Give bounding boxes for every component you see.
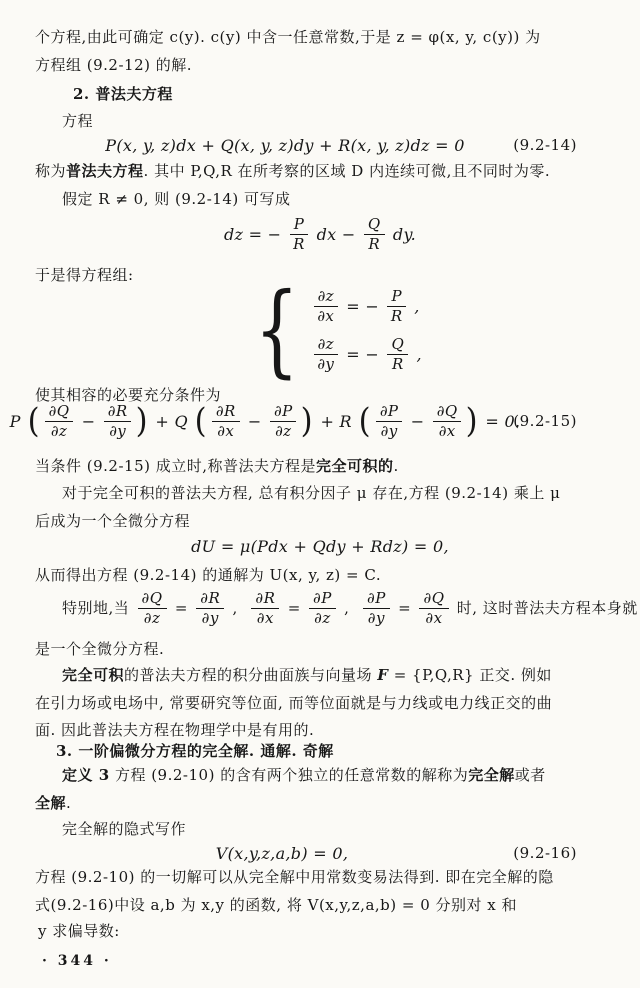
equation-body: P ( $\frac{\partial Q}{\partial z}$ − $\frac{\partial R}{\partial y}$ ) + Q ( $\frac{\partial R}{\partial x}$ − $\frac{\partial P}{\partial z}$ ) + R ( $\frac{\partial P}{\partial y}$ − $\frac{\partial Q}{\partial x}$ ) = 0. — [9, 401, 521, 441]
line-condition-intro: 使其相容的必要充分条件为 — [35, 386, 222, 404]
equation-number: (9.2-14) — [513, 136, 577, 154]
equation-body: dU = μ(Pdx + Qdy + Rdz) = 0, — [191, 536, 449, 556]
left-brace-icon: { — [254, 271, 300, 388]
equation-dU — [35, 533, 605, 559]
para-definition-line-2: 全解. — [35, 794, 72, 812]
line-assume-r: 假定 R ≠ 0, 则 (9.2-14) 可写成 — [62, 190, 291, 208]
system-row-2: $\frac{\partial z}{\partial y}$ = − $\frac{Q}{R}$ , — [311, 334, 422, 374]
equation-number: (9.2-15) — [513, 412, 577, 430]
term-completely-integrable: 完全可积的 — [316, 457, 394, 475]
para-mu-line-2: 后成为一个全微分方程 — [35, 512, 191, 530]
line-general-solution: 从而得出方程 (9.2-14) 的通解为 U(x, y, z) = C. — [35, 566, 382, 584]
intro-line-2: 方程组 (9.2-12) 的解. — [35, 56, 193, 74]
line-system-intro: 于是得方程组: — [35, 266, 134, 284]
line-called-pfaff: 称为普法夫方程. 其中 P,Q,R 在所考察的区域 D 内连续可微,且不同时为零. — [35, 162, 551, 180]
para-orthogonal-line-3: 面. 因此普法夫方程在物理学中是有用的. — [35, 721, 315, 739]
para-variation-line-1: 方程 (9.2-10) 的一切解可以从完全解中用常数变易法得到. 即在完全解的隐 — [35, 868, 554, 886]
equation-body: dz = − $\frac{P}{R}$ dx − $\frac{Q}{R}$ dy. — [223, 214, 417, 253]
line-completely-integrable: 当条件 (9.2-15) 成立时,称普法夫方程是完全可积的. — [35, 457, 399, 475]
para-orthogonal-line-1: 完全可积的普法夫方程的积分曲面族与向量场 F = {P,Q,R} 正交. 例如 — [62, 666, 552, 684]
para-special-line-1: 特别地,当 $\frac{\partial Q}{\partial z}$ = $\frac{\partial R}{\partial y}$ , $\frac{\partial R}{\partial x}$ = $\frac{\partial P}{\partial z}$ , $\frac{\partial P}{\partial y}$ = $\frac{\partial Q}{\partial x}$ 时, 这时普法夫方程本身就 — [62, 588, 638, 627]
para-variation-line-2: 式(9.2-16)中设 a,b 为 x,y 的函数, 将 V(x,y,z,a,b) = 0 分别对 x 和 — [35, 896, 518, 914]
line-implicit-form: 完全解的隐式写作 — [62, 820, 187, 838]
equation-body: P(x, y, z)dx + Q(x, y, z)dy + R(x, y, z)dz = 0 — [105, 135, 465, 155]
section-2-lead: 方程 — [62, 112, 94, 130]
page-number: · 344 · — [42, 953, 112, 969]
intro-line-1: 个方程,由此可确定 c(y). c(y) 中含一任意常数,于是 z = φ(x, y, c(y)) 为 — [35, 28, 541, 46]
para-orthogonal-line-2: 在引力场或电场中, 常要研究等位面, 而等位面就是与力线或电力线正交的曲 — [35, 694, 553, 712]
equation-body: V(x,y,z,a,b) = 0, — [215, 843, 349, 863]
para-variation-line-3: y 求偏导数: — [38, 922, 120, 940]
section-3-heading: 3. 一阶偏微分方程的完全解. 通解. 奇解 — [56, 742, 334, 760]
equation-system — [245, 271, 422, 388]
equation-9-2-15 — [9, 398, 605, 444]
equation-9-2-14 — [35, 132, 605, 158]
term-complete-solution: 完全解 — [468, 766, 515, 784]
equation-number: (9.2-16) — [513, 844, 577, 862]
system-row-1: $\frac{\partial z}{\partial x}$ = − $\frac{P}{R}$ , — [311, 286, 422, 326]
equation-9-2-16 — [35, 840, 605, 866]
section-2-heading: 2. 普法夫方程 — [73, 85, 173, 103]
vector-field-symbol: F — [377, 666, 389, 684]
para-special-line-2: 是一个全微分方程. — [35, 640, 165, 658]
term-pfaff-equation: 普法夫方程 — [66, 162, 144, 180]
definition-label: 定义 3 — [62, 766, 110, 784]
equation-dz — [35, 212, 605, 256]
para-mu-line-1: 对于完全可积的普法夫方程, 总有积分因子 μ 存在,方程 (9.2-14) 乘上 μ — [62, 484, 561, 502]
para-definition-line-1: 定义 3 方程 (9.2-10) 的含有两个独立的任意常数的解称为完全解或者 — [62, 766, 546, 784]
term-completely-integrable: 完全可积 — [62, 666, 125, 684]
term-full-solution: 全解 — [35, 794, 67, 812]
